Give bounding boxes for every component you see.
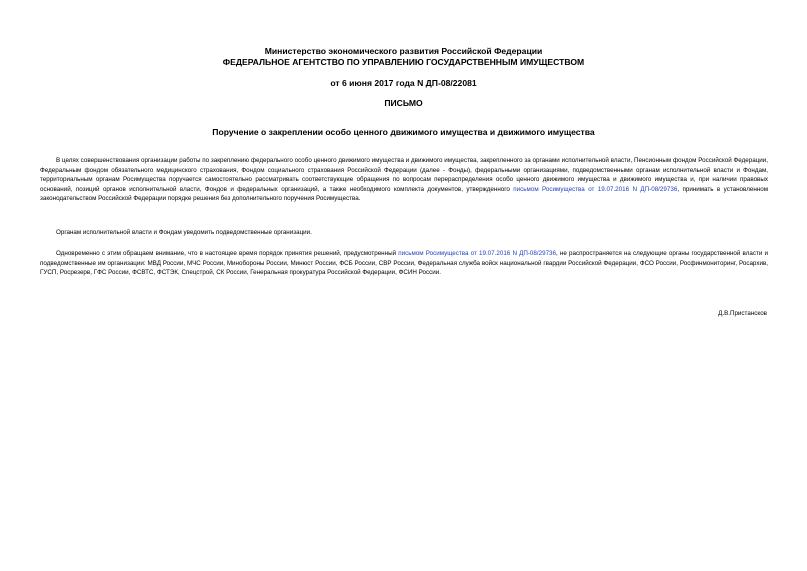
agency-name: ФЕДЕРАЛЬНОЕ АГЕНТСТВО ПО УПРАВЛЕНИЮ ГОСУДАРСТВЕННЫМ ИМУЩЕСТВОМ	[222, 57, 585, 67]
paragraph-2	[40, 228, 768, 238]
signature: Д.В.Пристансков	[718, 310, 767, 317]
paragraph-2-text: Органам исполнительной власти и Фондам уведомить подведомственные организации.	[56, 229, 312, 236]
paragraph-3-text-end: , не распространяется на следующие органы государственной власти и подведомственные им организации: МВД России, МЧС России, Минобороны России, Минюст России, ФСБ России, СВР России, Федеральная служба войск национальной гвардии Российской Федерации, ФСО России, Росфинмониторинг, Росархив, ГУСП, Росрезерв, ГФС России, ФСВТС, ФСТЭК, Спецстрой, СК России, Генеральная прокуратура Российской Федерации, ФСИН России.	[40, 250, 768, 277]
ministry-name: Министерство экономического развития Российской Федерации	[264, 46, 543, 56]
letter-reference-link-2[interactable]: письмом Росимущества от 19.07.2016 N ДП-08/29736	[398, 250, 556, 257]
document-date-number: от 6 июня 2017 года N ДП-08/22081	[330, 78, 477, 88]
letter-reference-link[interactable]: письмом Росимущества от 19.07.2016 N ДП-08/29736	[513, 185, 678, 193]
document-type: ПИСЬМО	[384, 98, 423, 108]
paragraph-1-text-start: В целях совершенствования организации работы по закреплению федерального особо ценного движимого имущества и движимого имущества, закрепленного за органами исполнительной власти, Пенсионным фондом Российской Федерации, Федеральным фондом обязательного медицинского страхования, Фондом социального страхования Российской Федерации (далее - Фонды), федеральными организациями, подведомственными органам исполнительной власти и Фондам, территориальным органам Росимущества поручается самостоятельно рассматривать соответствующие обращения по вопросам перераспределения особо ценного движимого имущества и движимого имущества и, при наличии правовых оснований, позиций органов исполнительной власти, Фондов и федеральных организаций, а также необходимого комплекта документов, утвержденного	[40, 157, 768, 193]
paragraph-3-text-start: Одновременно с этим обращаем внимание, что в настоящее время порядок принятия решений, предусмотренный	[56, 250, 399, 257]
paragraph-1	[40, 156, 768, 204]
paragraph-3	[40, 249, 768, 278]
paragraph-1-text-end: , принимать в установленном законодательством Российской Федерации порядке решения без дополнительного поручения Росимущества.	[40, 185, 769, 203]
document-subject: Поручение о закреплении особо ценного движимого имущества и движимого имущества	[212, 127, 595, 137]
